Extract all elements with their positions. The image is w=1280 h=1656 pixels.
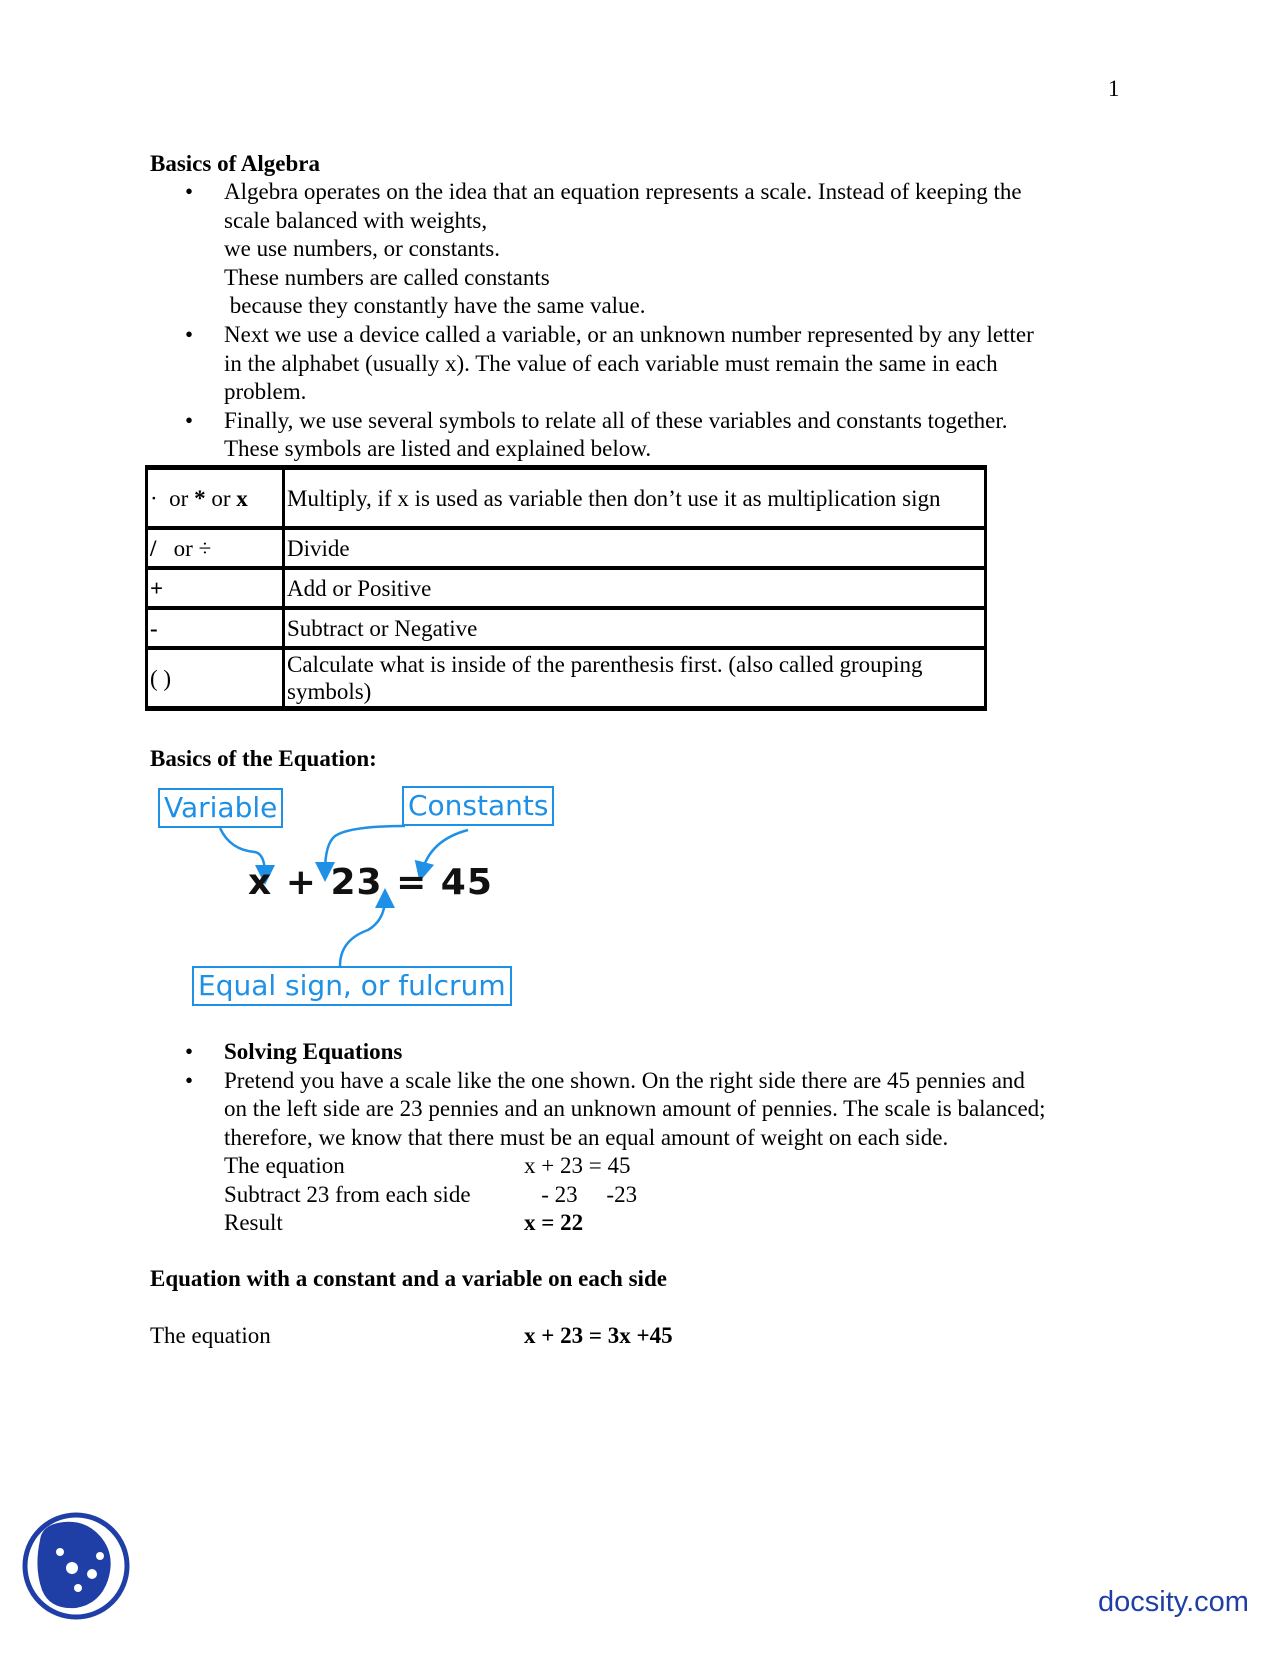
section-title-basics-of-algebra: Basics of Algebra bbox=[150, 151, 320, 176]
list-item bbox=[150, 407, 1034, 464]
slash-symbol: / bbox=[150, 535, 157, 561]
section-title-basics-of-the-equation: Basics of the Equation: bbox=[150, 746, 377, 771]
diagram-equation: x + 23 = 45 bbox=[248, 862, 493, 903]
equal-sign-label: Equal sign, or fulcrum bbox=[192, 966, 512, 1006]
equal-sign-arrow bbox=[340, 898, 385, 966]
step-row bbox=[224, 1209, 637, 1238]
bullet-icon: • bbox=[185, 1067, 194, 1093]
text-line: These numbers are called constants bbox=[224, 264, 550, 290]
text-line: on the left side are 23 pennies and an unknown amount of pennies. The scale is balanced; bbox=[224, 1096, 1046, 1122]
table-row bbox=[148, 648, 984, 708]
or-text: or bbox=[211, 485, 231, 511]
text-line: problem. bbox=[224, 379, 307, 405]
table-row bbox=[148, 568, 984, 608]
bullet-icon: • bbox=[185, 179, 194, 204]
step-value: - 23 -23 bbox=[524, 1181, 638, 1207]
star-symbol: * bbox=[194, 485, 206, 511]
section-title-constant-and-variable: Equation with a constant and a variable on each side bbox=[150, 1266, 667, 1291]
text-line: Pretend you have a scale like the one shown. On the right side there are 45 pennies and bbox=[224, 1067, 1025, 1093]
divide-symbol: ÷ bbox=[198, 535, 212, 561]
constants-label: Constants bbox=[402, 786, 554, 826]
intro-bullet-list bbox=[150, 178, 1034, 464]
step-label: Result bbox=[224, 1210, 283, 1236]
list-item bbox=[150, 178, 1034, 321]
symbol-cell bbox=[148, 528, 285, 568]
symbols-table bbox=[145, 465, 987, 711]
solution-steps bbox=[224, 1152, 637, 1238]
table-row bbox=[148, 608, 984, 648]
text-line: Next we use a device called a variable, or an unknown number represented by any letter bbox=[224, 321, 1034, 347]
text-line: in the alphabet (usually x). The value of each variable must remain the same in each bbox=[224, 350, 998, 376]
meaning-cell: Multiply, if x is used as variable then don’t use it as multiplication sign bbox=[285, 468, 984, 528]
text-line: Finally, we use several symbols to relate all of these variables and constants together. bbox=[224, 407, 1008, 433]
step-row bbox=[224, 1181, 637, 1210]
x-symbol: x bbox=[236, 485, 248, 511]
text-line: Algebra operates on the idea that an equation represents a scale. Instead of keeping the bbox=[224, 179, 1022, 204]
text-line: These symbols are listed and explained below. bbox=[224, 436, 652, 462]
page-number: 1 bbox=[1108, 76, 1120, 101]
equation-row bbox=[150, 1322, 673, 1350]
list-item bbox=[150, 1038, 1046, 1067]
bullet-icon: • bbox=[185, 1039, 194, 1064]
meaning-cell: Add or Positive bbox=[285, 568, 984, 608]
solving-bullet-list bbox=[150, 1038, 1046, 1152]
text-line: therefore, we know that there must be an equal amount of weight on each side. bbox=[224, 1124, 949, 1150]
table-row bbox=[148, 468, 984, 528]
dot-symbol: · bbox=[150, 485, 158, 511]
or-text: or bbox=[173, 535, 193, 561]
symbol-cell bbox=[148, 468, 285, 528]
or-text: or bbox=[169, 485, 189, 511]
step-label: The equation bbox=[224, 1153, 345, 1178]
symbol-cell: - bbox=[148, 608, 285, 648]
equation-value: x + 23 = 3x +45 bbox=[524, 1323, 673, 1348]
meaning-cell: Subtract or Negative bbox=[285, 608, 984, 648]
equation-diagram bbox=[150, 780, 565, 1040]
variable-label: Variable bbox=[158, 788, 283, 828]
equation-label: The equation bbox=[150, 1323, 271, 1348]
list-item bbox=[150, 1067, 1046, 1153]
docsity-logo-icon bbox=[20, 1510, 132, 1622]
symbol-cell: ( ) bbox=[148, 648, 285, 708]
text-line: scale balanced with weights, bbox=[224, 207, 488, 233]
brand-link[interactable]: docsity.com bbox=[1098, 1586, 1249, 1618]
step-row bbox=[224, 1152, 637, 1181]
bullet-icon: • bbox=[185, 407, 194, 433]
meaning-cell: Divide bbox=[285, 528, 984, 568]
bullet-icon: • bbox=[185, 321, 194, 347]
bullet-heading: Solving Equations bbox=[224, 1039, 403, 1064]
text-line: we use numbers, or constants. bbox=[224, 236, 500, 262]
list-item bbox=[150, 321, 1034, 407]
table-row bbox=[148, 528, 984, 568]
step-value: x + 23 = 45 bbox=[524, 1153, 631, 1178]
symbol-cell: + bbox=[148, 568, 285, 608]
meaning-cell: Calculate what is inside of the parenthesis first. (also called grouping symbols) bbox=[285, 648, 984, 708]
docsity-logo bbox=[20, 1510, 132, 1622]
step-value: x = 22 bbox=[524, 1210, 584, 1236]
step-label: Subtract 23 from each side bbox=[224, 1181, 471, 1207]
text-line: because they constantly have the same value. bbox=[224, 293, 646, 319]
